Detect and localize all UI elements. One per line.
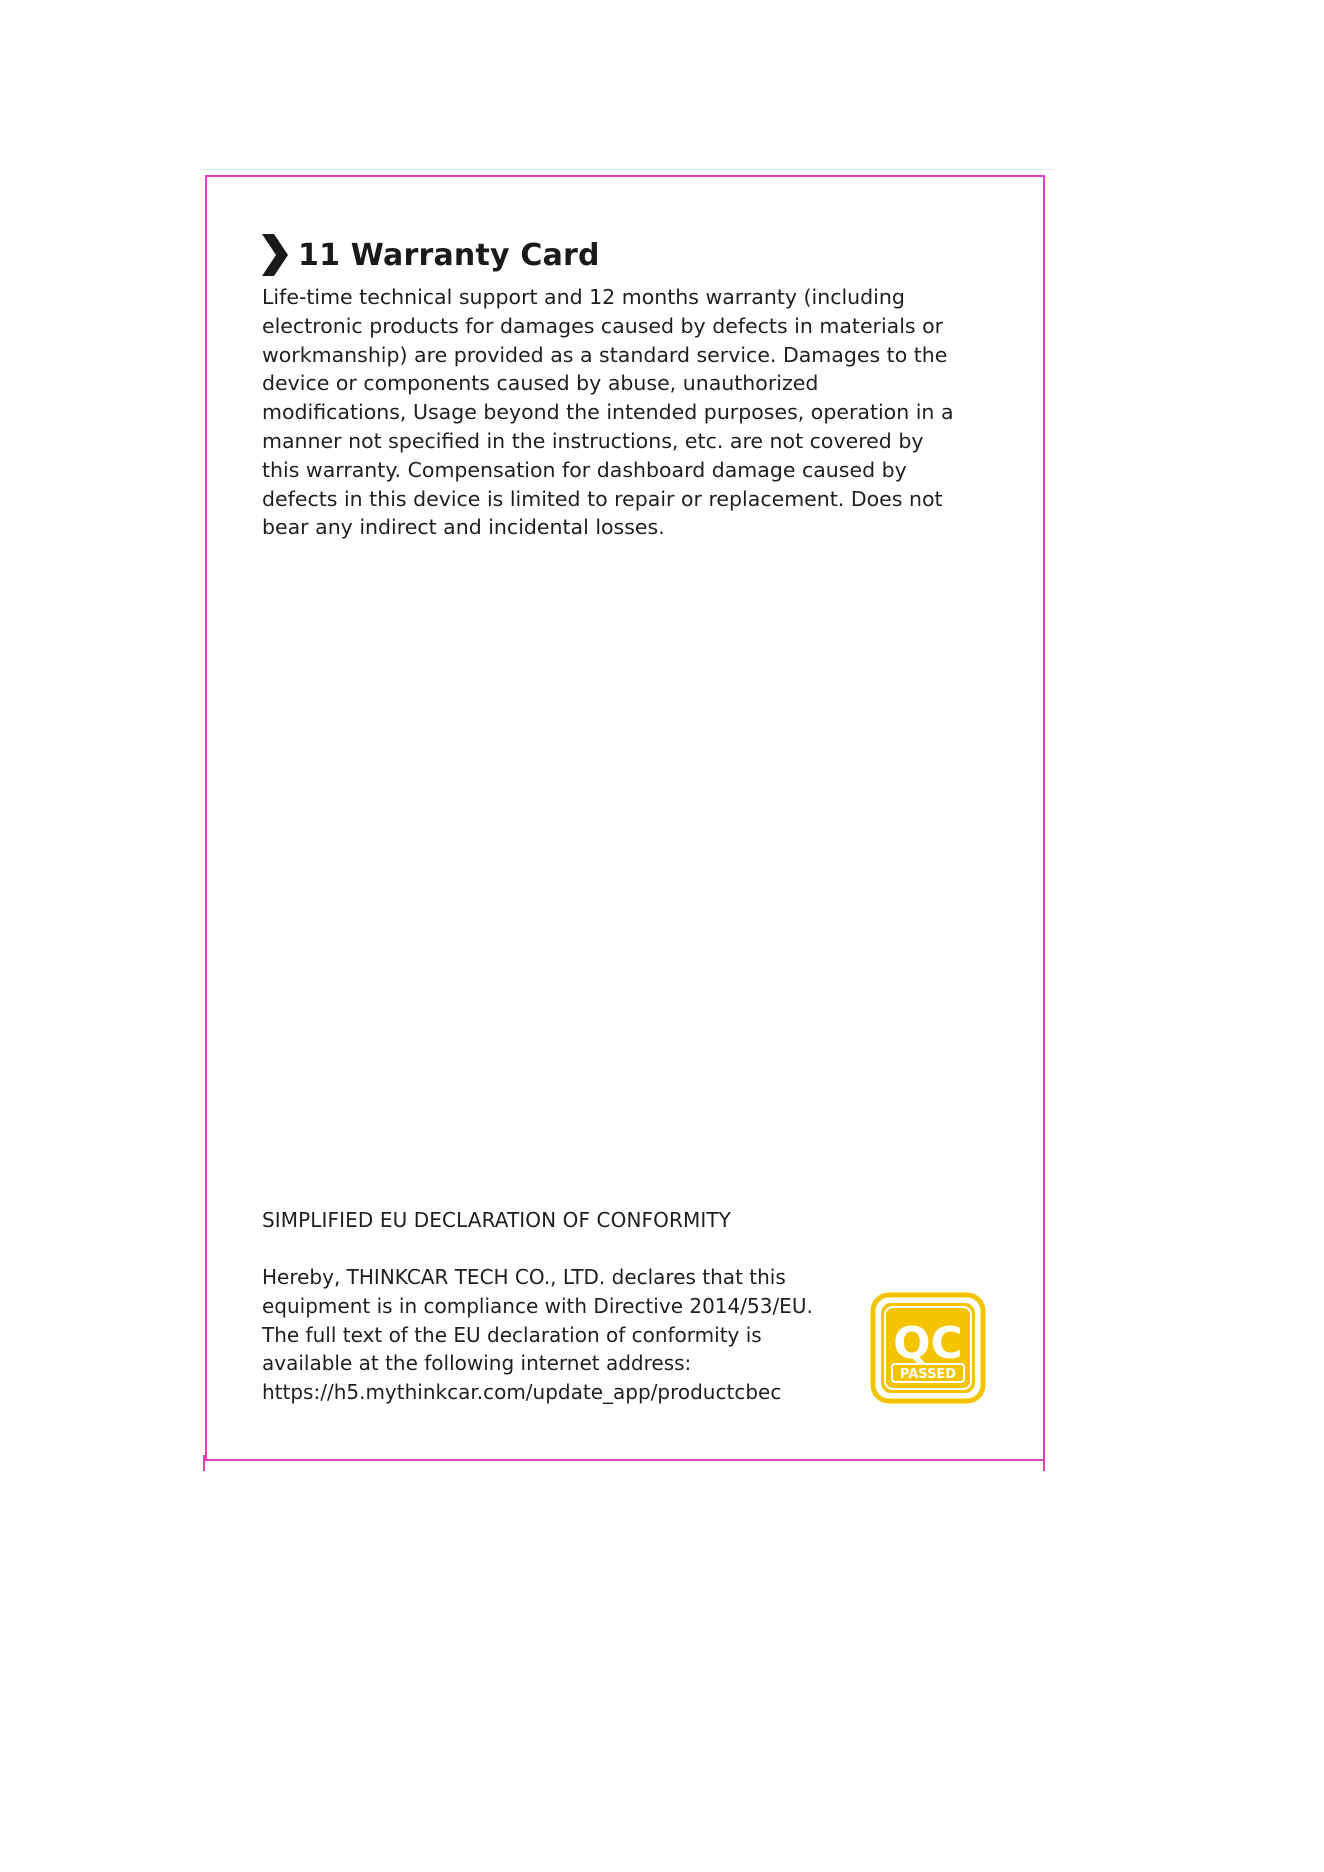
declaration-line: available at the following internet address:: [262, 1351, 692, 1376]
warranty-line: this warranty. Compensation for dashboard damage caused by: [262, 457, 907, 482]
section-header: [260, 232, 600, 278]
warranty-line: electronic products for damages caused by defects in materials or: [262, 313, 944, 338]
warranty-line: defects in this device is limited to repair or replacement. Does not: [262, 486, 943, 511]
section-title: 11 Warranty Card: [298, 237, 600, 273]
warranty-line: device or components caused by abuse, unauthorized: [262, 371, 819, 396]
badge-passed-text: PASSED: [899, 1367, 957, 1382]
declaration-url: https://h5.mythinkcar.com/update_app/productcbec: [262, 1380, 782, 1405]
qc-passed-badge-icon: [870, 1292, 986, 1404]
declaration-line: The full text of the EU declaration of conformity is: [262, 1322, 762, 1347]
declaration-heading: SIMPLIFIED EU DECLARATION OF CONFORMITY: [262, 1208, 731, 1232]
warranty-paragraph: [262, 283, 997, 542]
frame-tick-right: [1043, 1455, 1045, 1471]
top-divider: [200, 169, 1053, 170]
frame-tick-left: [203, 1455, 205, 1471]
declaration-line: equipment is in compliance with Directive 2014/53/EU.: [262, 1293, 813, 1318]
warranty-line: workmanship) are provided as a standard service. Damages to the: [262, 342, 948, 367]
warranty-line: Life-time technical support and 12 months warranty (including: [262, 285, 905, 309]
badge-qc-text: QC: [893, 1318, 963, 1369]
declaration-paragraph: [262, 1263, 862, 1407]
warranty-line: manner not specified in the instructions, etc. are not covered by: [262, 428, 924, 453]
warranty-line: bear any indirect and incidental losses.: [262, 515, 665, 540]
declaration-line: Hereby, THINKCAR TECH CO., LTD. declares that this: [262, 1265, 786, 1289]
chevron-right-icon: [260, 232, 290, 278]
warranty-line: modifications, Usage beyond the intended purposes, operation in a: [262, 400, 954, 425]
